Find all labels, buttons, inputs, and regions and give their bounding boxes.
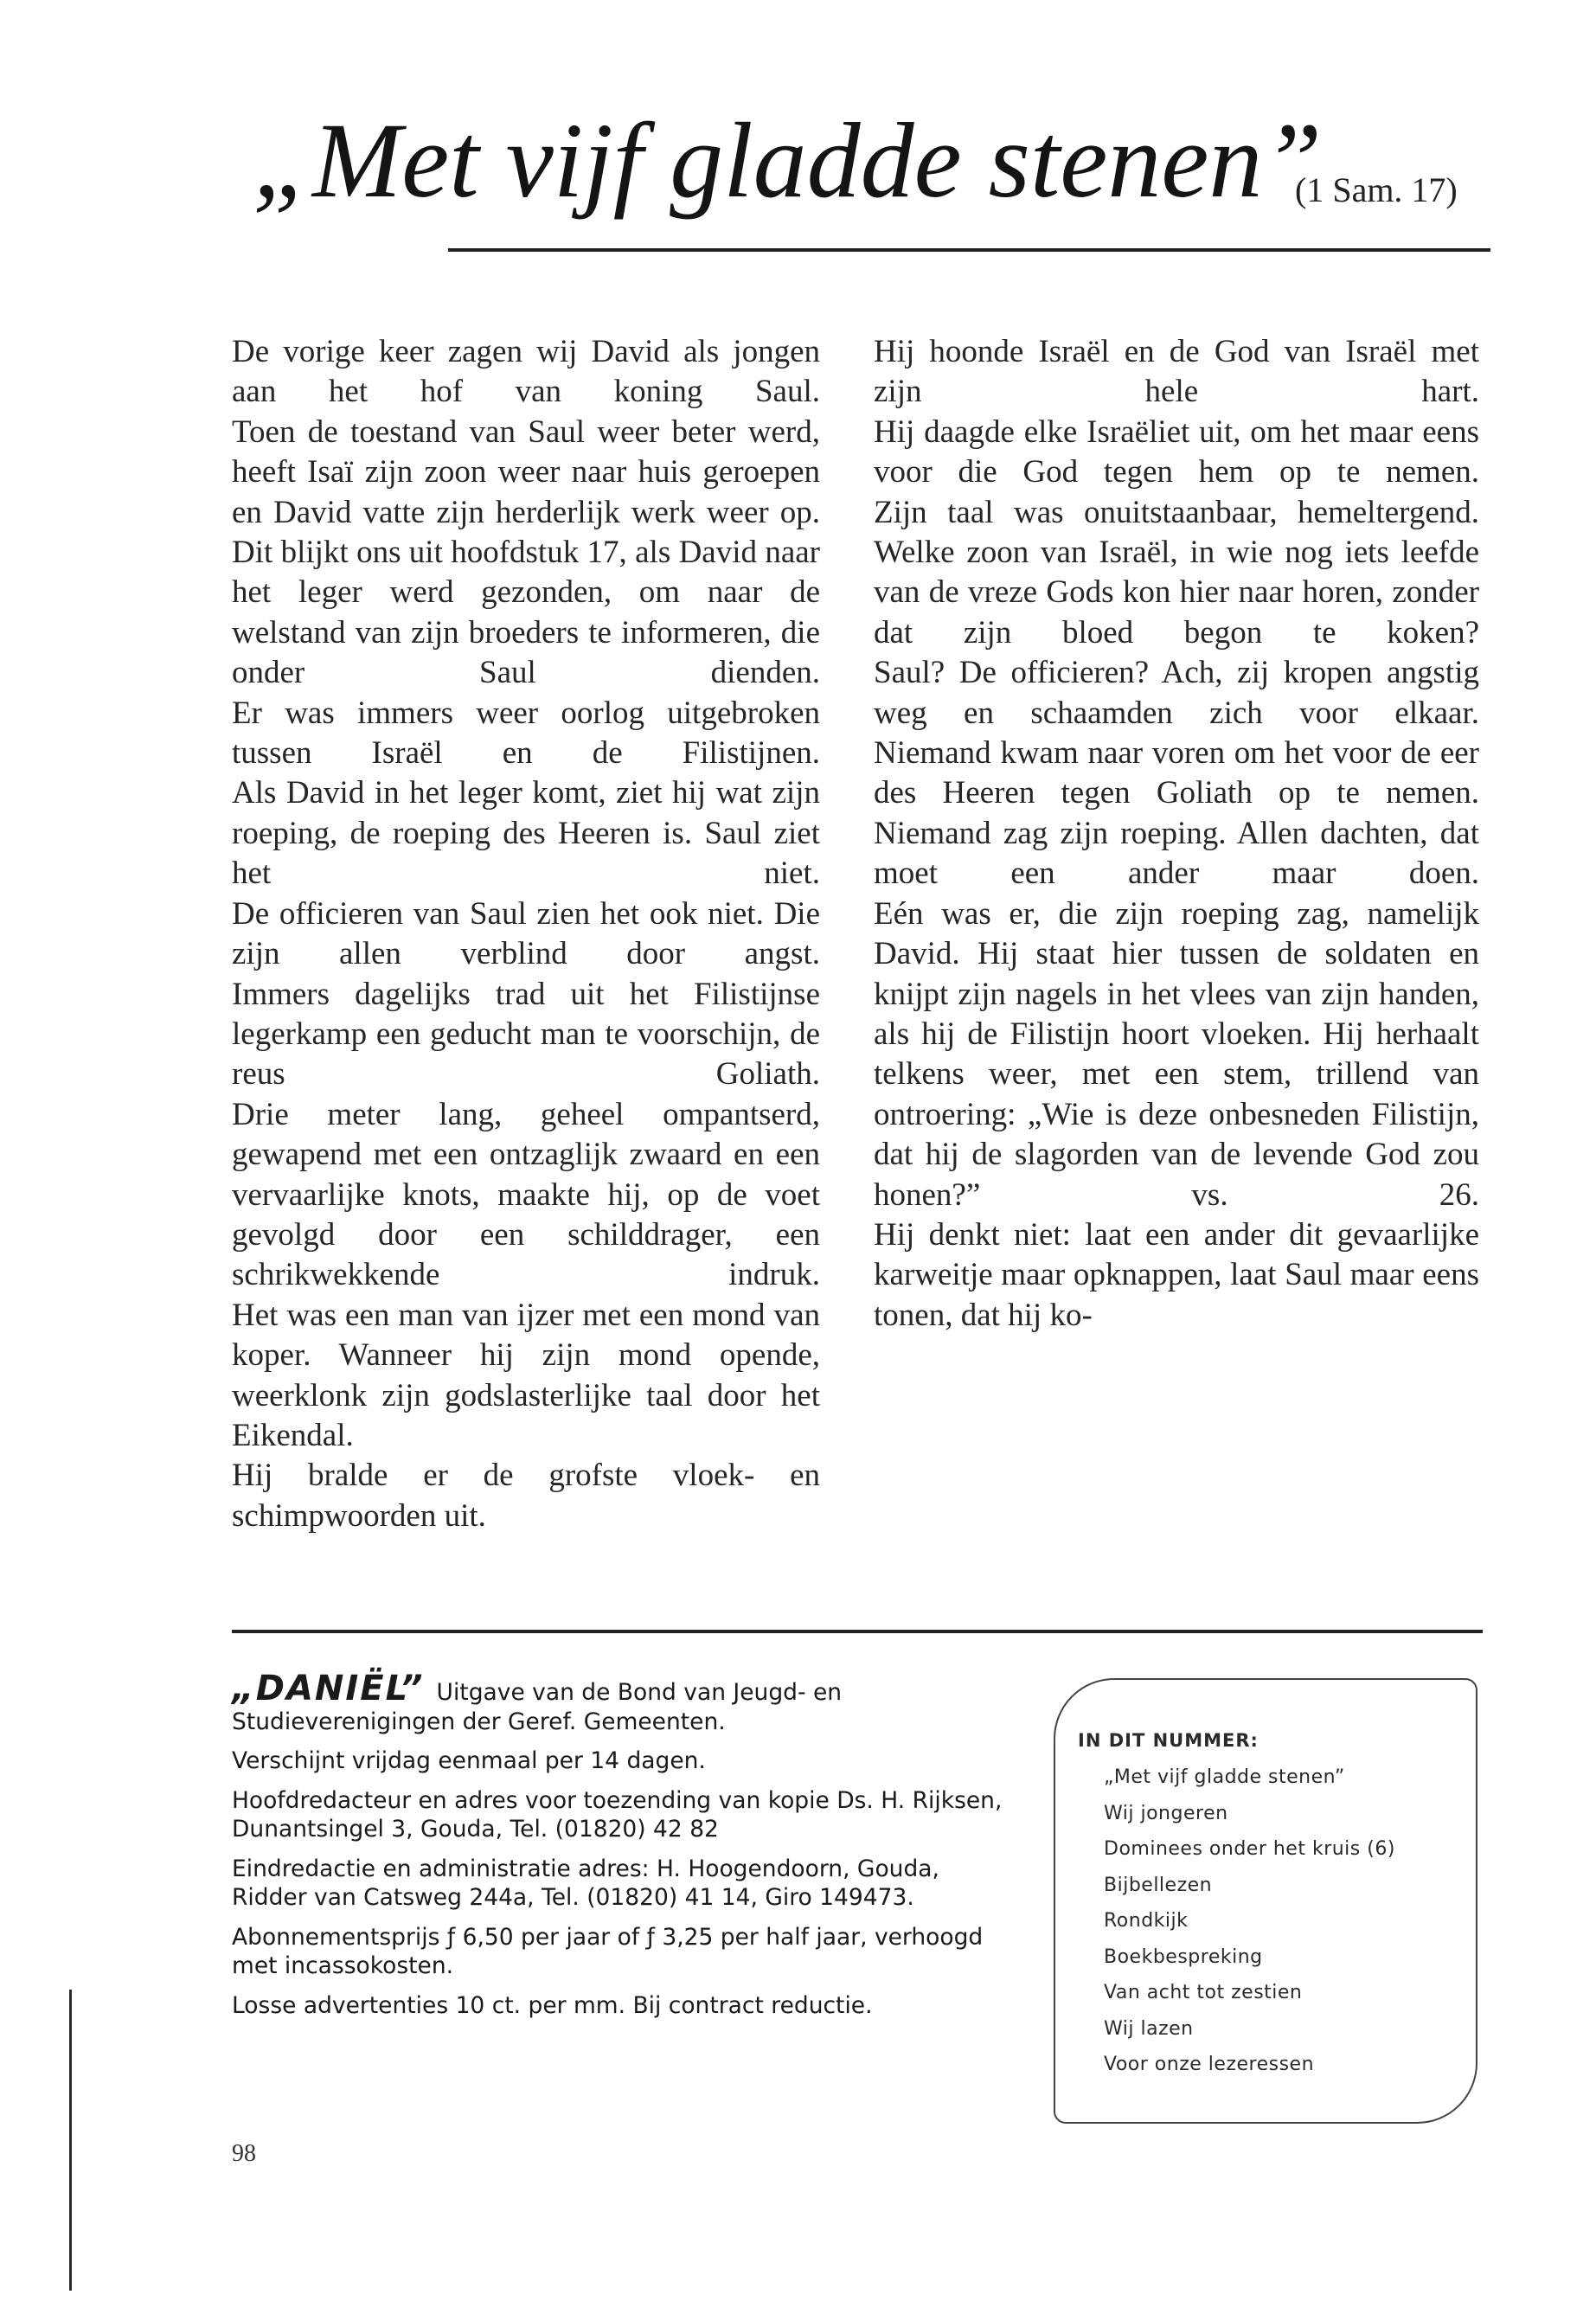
paragraph: Hij daagde elke Israëliet uit, om het maar eens voor die God tegen hem op te nemen. [874,413,1479,490]
scripture-reference: (1 Sam. 17) [1295,170,1458,209]
colophon-administration: Eindredactie en administratie adres: H. Hoogendoorn, Gouda, Ridder van Catsweg 244a, Tel. (01820) 41 14, Giro 149473. [232,1855,939,1911]
article-title: „Met vijf gladde stenen” [253,101,1323,220]
contents-heading: IN DIT NUMMER: [1078,1730,1259,1751]
paragraph: Zijn taal was onuitstaanbaar, hemeltergend. [874,494,1479,530]
paragraph: Hij bralde er de grofste vloek- en schimpwoorden uit. [232,1458,820,1534]
colophon-editor: Hoofdredacteur en adres voor toezending van kopie Ds. H. Rijksen, Dunantsingel 3, Gouda, Tel. (01820) 42 82 [232,1786,1003,1843]
paragraph: Welke zoon van Israël, in wie nog iets leefde van de vreze Gods kon hier naar horen, zonder dat zijn bloed begon te koken? [874,535,1479,651]
article-left-column [232,332,820,1536]
paragraph: Niemand kwam naar voren om het voor de eer des Heeren tegen Goliath op te nemen. Niemand zag zijn roeping. Allen dachten, dat moet een ander maar doen. [874,735,1479,892]
paragraph: Hij hoonde Israël en de God van Israël met zijn hele hart. [874,334,1479,410]
paragraph: Drie meter lang, geheel ompantserd, gewapend met een ontzaglijk zwaard en een vervaarlijke knots, maakte hij, op de voet gevolgd door een schilddrager, een schrikwekkende indruk. [232,1096,820,1293]
paragraph: Er was immers weer oorlog uitgebroken tussen Israël en de Filistijnen. [232,695,820,772]
article-right-column [874,332,1479,1336]
contents-item: Rondkijk [1104,1910,1189,1932]
paragraph: De officieren van Saul zien het ook niet. Die zijn allen verblind door angst. [232,895,820,972]
paragraph: Als David in het leger komt, ziet hij wat zijn roeping, de roeping des Heeren is. Saul ziet het niet. [232,775,820,892]
contents-item: Boekbespreking [1104,1945,1263,1968]
paragraph: Immers dagelijks trad uit het Filistijnse legerkamp een geducht man te voorschijn, de reus Goliath. [232,976,820,1093]
contents-item: Van acht tot zestien [1104,1982,1303,2003]
contents-item: Voor onze lezeressen [1104,2054,1315,2075]
section-rule [232,1630,1483,1633]
contents-item: Wij jongeren [1104,1802,1228,1824]
colophon-publisher [232,1669,1010,1736]
paragraph: Eén was er, die zijn roeping zag, namelijk David. Hij staat hier tussen de soldaten en knijpt zijn nagels in het vlees van zijn handen, als hij de Filistijn hoort vloeken. Hij herhaalt telkens weer, met een stem, trillend van ontroering: „Wie is deze onbesneden Filistijn, dat hij de slagorden van de levende God zou honen?” vs. 26. [874,895,1479,1213]
paragraph: De vorige keer zagen wij David als jongen aan het hof van koning Saul. [232,334,820,410]
paragraph: Saul? De officieren? Ach, zij kropen angstig weg en schaamden zich voor elkaar. [874,655,1479,731]
colophon-subscription: Abonnementsprijs ƒ 6,50 per jaar of ƒ 3,25 per half jaar, verhoogd met incassokosten. [232,1923,984,1979]
page-number: 98 [232,2140,256,2167]
colophon-frequency: Verschijnt vrijdag eenmaal per 14 dagen. [232,1747,706,1774]
contents-item: „Met vijf gladde stenen” [1104,1766,1345,1788]
contents-item: Bijbellezen [1104,1874,1213,1896]
magazine-name: „DANIËL” [232,1669,425,1708]
paragraph: Hij denkt niet: laat een ander dit gevaarlijke karweitje maar opknappen, laat Saul maar eens tonen, dat hij ko- [874,1216,1479,1333]
contents-item: Wij lazen [1104,2017,1194,2040]
paragraph: Het was een man van ijzer met een mond van koper. Wanneer hij zijn mond opende, weerklonk zijn godslasterlijke taal door het Eikendal. [232,1297,820,1453]
contents-item: Dominees onder het kruis (6) [1104,1838,1395,1860]
colophon-ads: Losse advertenties 10 ct. per mm. Bij contract reductie. [232,1991,873,2019]
colophon [232,1669,1010,2030]
contents-list [1078,1759,1476,2083]
publisher-text: Uitgave van de Bond van Jeugd- en Studieverenigingen der Geref. Gemeenten. [232,1679,843,1735]
scan-margin-line [69,1990,72,2291]
table-of-contents [1054,1678,1477,2124]
title-rule [448,248,1490,252]
paragraph: Toen de toestand van Saul weer beter werd, heeft Isaï zijn zoon weer naar huis geroepen en David vatte zijn herderlijk werk weer op. Dit blijkt ons uit hoofdstuk 17, als David naar het leger werd gezonden, om naar de welstand van zijn broeders te informeren, die onder Saul dienden. [232,413,820,691]
